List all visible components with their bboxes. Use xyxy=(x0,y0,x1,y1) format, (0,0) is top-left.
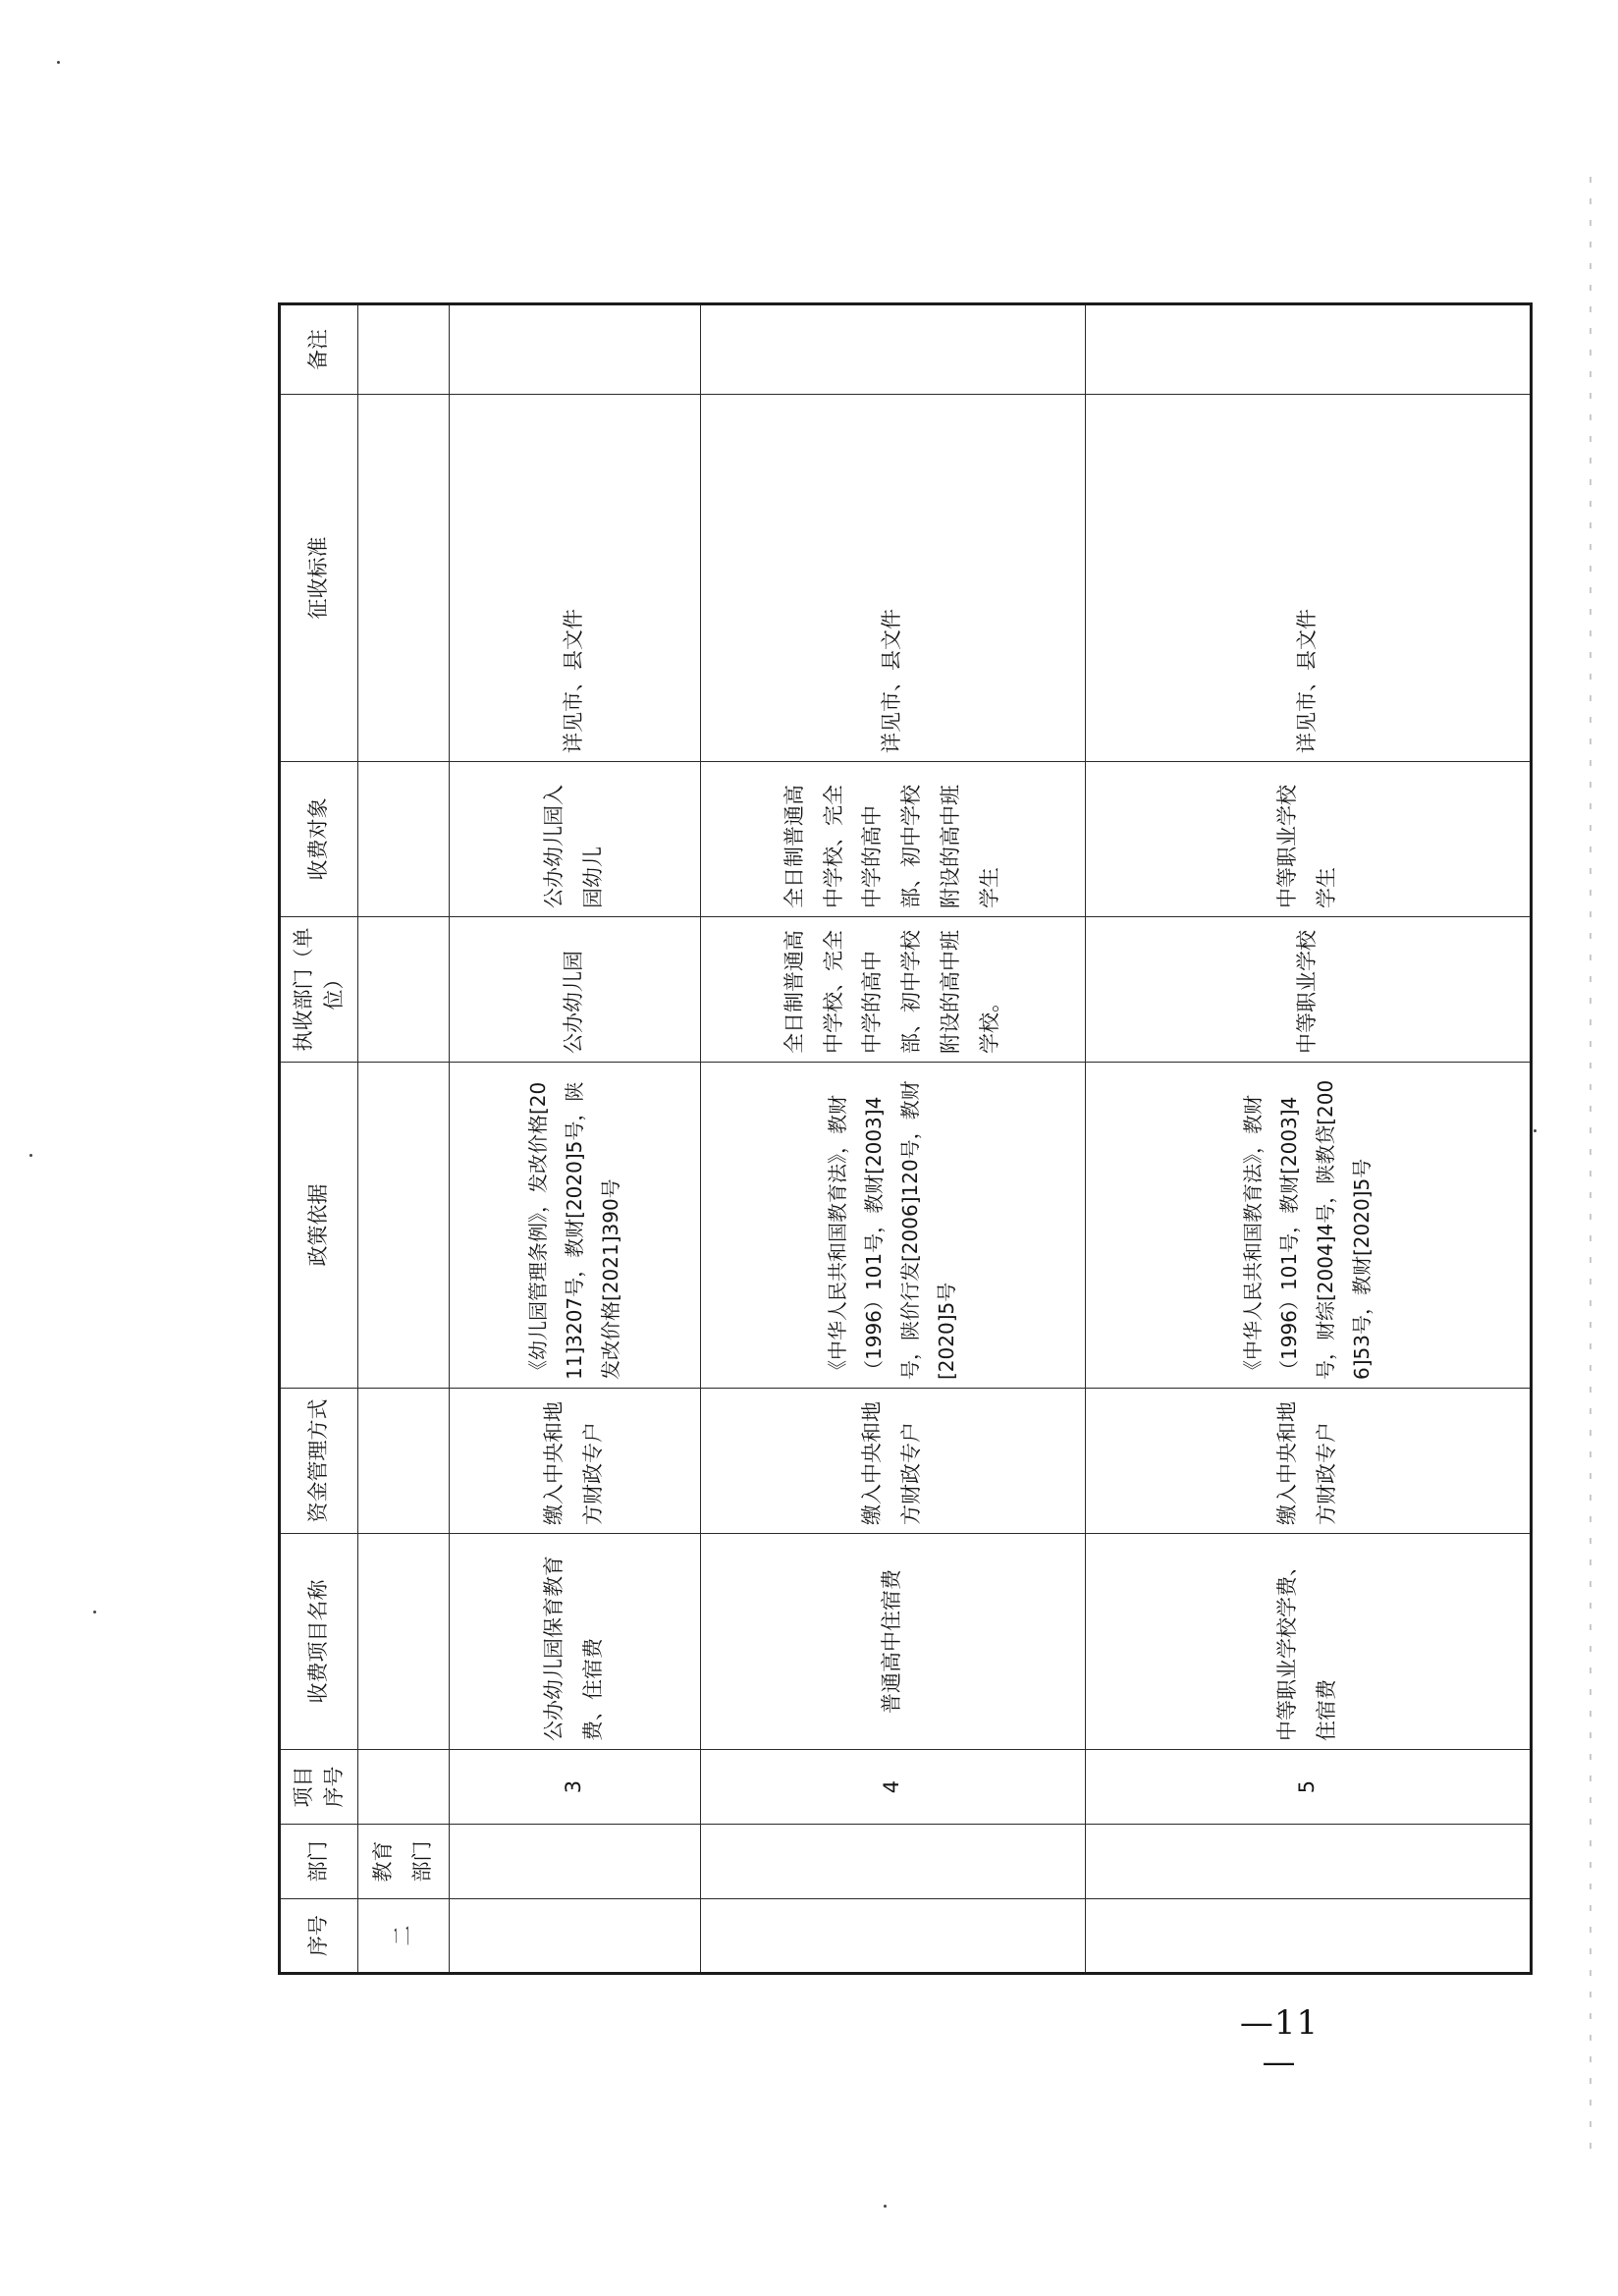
group-seq: 二 xyxy=(358,1899,450,1974)
group-dept: 教育部门 xyxy=(358,1825,450,1899)
target-cell: 全日制普通高中学校、完全中学的高中部、初中学校附设的高中班学生 xyxy=(700,762,1085,917)
group-row xyxy=(358,304,450,1974)
header-cell: 部门 xyxy=(280,1825,358,1899)
header-cell: 备注 xyxy=(280,304,358,395)
scan-speck xyxy=(29,1154,32,1157)
fee-table xyxy=(278,302,1533,1975)
header-cell: 序号 xyxy=(280,1899,358,1974)
fee-name-cell: 公办幼儿园保育教育费、住宿费 xyxy=(449,1534,700,1750)
fee-table-rotated xyxy=(278,305,1517,1975)
basis-cell: 《幼儿园管理条例》，发改价格[2011]3207号，教财[2020]5号，陕发改价格[2021]390号 xyxy=(449,1063,700,1389)
target-cell: 公办幼儿园入园幼儿 xyxy=(449,762,700,917)
fee-name-cell: 普通高中住宿费 xyxy=(700,1534,1085,1750)
scan-edge-noise xyxy=(1590,177,1591,2160)
header-cell: 征收标准 xyxy=(280,395,358,762)
header-row xyxy=(280,304,358,1974)
header-cell: 项目序号 xyxy=(280,1750,358,1825)
standard-cell: 详见市、县文件 xyxy=(449,395,700,762)
scan-speck xyxy=(1534,1129,1537,1132)
unit-cell: 中等职业学校 xyxy=(1085,917,1531,1063)
fund-cell: 缴入中央和地方财政专户 xyxy=(700,1389,1085,1534)
remark-cell xyxy=(700,304,1085,395)
header-cell: 收费对象 xyxy=(280,762,358,917)
header-cell: 执收部门（单位） xyxy=(280,917,358,1063)
unit-cell: 全日制普通高中学校、完全中学的高中部、初中学校附设的高中班学校。 xyxy=(700,917,1085,1063)
scan-speck xyxy=(93,1611,96,1613)
standard-cell: 详见市、县文件 xyxy=(700,395,1085,762)
scan-speck xyxy=(57,61,60,64)
remark-cell xyxy=(1085,304,1531,395)
basis-cell: 《中华人民共和国教育法》，教财（1996）101号，教财[2003]4号，陕价行发[2006]120号，教财[2020]5号 xyxy=(700,1063,1085,1389)
remark-cell xyxy=(449,304,700,395)
fund-cell: 缴入中央和地方财政专户 xyxy=(449,1389,700,1534)
unit-cell: 公办幼儿园 xyxy=(449,917,700,1063)
table-row xyxy=(1085,304,1531,1974)
item-no-cell: 3 xyxy=(449,1750,700,1825)
fund-cell: 缴入中央和地方财政专户 xyxy=(1085,1389,1531,1534)
header-cell: 政策依据 xyxy=(280,1063,358,1389)
item-no-cell: 4 xyxy=(700,1750,1085,1825)
scan-speck xyxy=(884,2205,887,2208)
header-cell: 资金管理方式 xyxy=(280,1389,358,1534)
basis-cell: 《中华人民共和国教育法》，教财（1996）101号，教财[2003]4号，财综[2004]4号，陕教贷[2006]53号，教财[2020]5号 xyxy=(1085,1063,1531,1389)
fee-name-cell: 中等职业学校学费、住宿费 xyxy=(1085,1534,1531,1750)
header-cell: 收费项目名称 xyxy=(280,1534,358,1750)
table-row xyxy=(700,304,1085,1974)
target-cell: 中等职业学校学生 xyxy=(1085,762,1531,917)
item-no-cell: 5 xyxy=(1085,1750,1531,1825)
standard-cell: 详见市、县文件 xyxy=(1085,395,1531,762)
page-number: —11— xyxy=(1239,2003,1320,2082)
table-row xyxy=(449,304,700,1974)
